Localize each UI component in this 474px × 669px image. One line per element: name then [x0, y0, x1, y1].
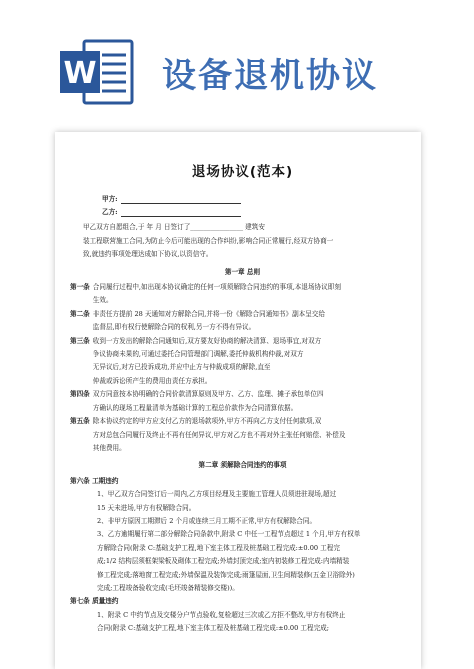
article-line: 收到一方发出的解除合同通知后,双方要友好协商的解决清算、退场事宜,对双方 — [92, 336, 322, 345]
item-line: 修工程完成;落地窗工程完成;外墙保温及装饰完成;雨篷屋面,卫生间精装修(五金卫浴除外) — [97, 570, 355, 579]
party-b-row — [102, 206, 415, 219]
article-3 — [70, 335, 415, 389]
document-content — [70, 160, 415, 636]
article-line: 其他费用。 — [92, 443, 126, 452]
item-line: 1、甲乙双方合同签订后一周内,乙方项目经理及主要施工管理人员须进驻现场,超过 — [97, 490, 337, 499]
article-7-item-1 — [97, 609, 415, 636]
logo-letter: W — [63, 56, 97, 91]
chapter-1-heading: 第一章 总则 — [224, 267, 261, 276]
article-line: 仲裁或诉讼所产生的费用由责任方承担。 — [92, 376, 212, 385]
article-label: 第三条 — [70, 336, 90, 345]
article-line: 方对总包合同履行及终止不再有任何异议,甲方对乙方也不再对外主张任何赔偿、补偿及 — [92, 430, 346, 439]
item-line: 2、非甲方原因工期滞后 2 个月或连续三月工期不正常,甲方有权解除合同。 — [97, 516, 317, 525]
intro-line: 甲乙双方自愿组合,于 年 月 日签订了________________ 建筑安 — [83, 223, 265, 232]
article-7-heading: 第七条 质量违约 — [70, 597, 119, 606]
intro-paragraph — [70, 221, 415, 261]
article-2 — [70, 308, 415, 335]
article-6-heading: 第六条 工期违约 — [70, 476, 119, 485]
article-label: 第四条 — [70, 390, 90, 399]
party-b-blank — [121, 208, 241, 217]
chapter-2-heading: 第二章 须解除合同违约的事项 — [198, 461, 287, 470]
article-1 — [70, 281, 415, 308]
banner — [0, 0, 474, 132]
item-line: 15 天未进场,甲方有权解除合同。 — [97, 503, 196, 512]
word-document-icon — [58, 37, 136, 107]
item-line: 成;1/2 结构层须框架梁板及砌体工程完成;外墙封顶完成;室内初装修工程完成:内墙精装 — [97, 557, 350, 566]
item-line: 方解除合同(附录 C:基础支护工程,地下室主体工程及桩基础工程完成:±0.00 工程完 — [97, 543, 340, 552]
article-6-item-2 — [97, 515, 415, 528]
article-label: 第一条 — [70, 283, 90, 292]
party-a-label: 甲方: — [102, 195, 118, 204]
article-label: 第二条 — [70, 309, 90, 318]
item-line: 合同(附录 C:基础支护工程,地下室主体工程及桩基础工程完成:±0.00 工程完成; — [97, 624, 329, 633]
article-line: 双方同意按本协明确的合同价款清算原则及甲方、乙方、监理、摊子承包单位四 — [92, 390, 324, 399]
item-line: 完成;工程竣备验收完成(毛坯竣备精装修交楼))。 — [97, 583, 239, 592]
article-line: 监督层,即有权行使解除合同的权利,另一方不得有异议。 — [92, 323, 256, 332]
article-4 — [70, 388, 415, 415]
article-6-item-3 — [97, 528, 415, 595]
article-line: 方确认的现场工程量清单为基础计算的工程总价款作为合同清算依据。 — [92, 403, 298, 412]
party-b-label: 乙方: — [102, 208, 118, 217]
item-line: 1、附录 C 中约节点及交楼分户节点验收,复检超过三次或乙方拒不整改,甲方有权终止 — [97, 610, 346, 619]
party-a-blank — [121, 195, 241, 204]
article-5 — [70, 415, 415, 455]
article-line: 合同履行过程中,如出现本协议确定的任何一项须解除合同违约的事项,本退场协议即刻 — [92, 283, 341, 292]
article-label: 第五条 — [70, 417, 90, 426]
article-line: 非责任方提前 28 天通知对方解除合同,并将一份《解除合同通知书》副本呈交给 — [92, 309, 326, 318]
article-line: 生效。 — [92, 296, 113, 305]
article-line: 争议协商未果的,可通过委托合同管理部门调解,委托仲裁机构仲裁,对双方 — [92, 350, 304, 359]
article-line: 无异议后,对方已投诉成功,并应中止方与仲裁成项的解除,直至 — [92, 363, 271, 372]
party-a-row — [102, 193, 415, 206]
intro-line: 致,就违约事项处理达成如下协议,以资信守。 — [83, 250, 213, 259]
item-line: 3、乙方逾期履行第二部分解除合同条款中,附录 C 中任一工程节点超过 1 个月,甲方有权单 — [97, 530, 361, 539]
document-title: 退场协议(范本) — [191, 164, 294, 180]
intro-line: 装工程联营施工合同,为防止今后可能出现的合作纠纷,影响合同正常履行,经双方协商一 — [83, 236, 334, 245]
article-line: 除本协议约定的甲方应支付乙方的退场款项外,甲方不再向乙方支付任何款项,双 — [92, 417, 322, 426]
banner-title: 设备退机协议 — [162, 56, 378, 96]
article-6-item-1 — [97, 488, 415, 515]
